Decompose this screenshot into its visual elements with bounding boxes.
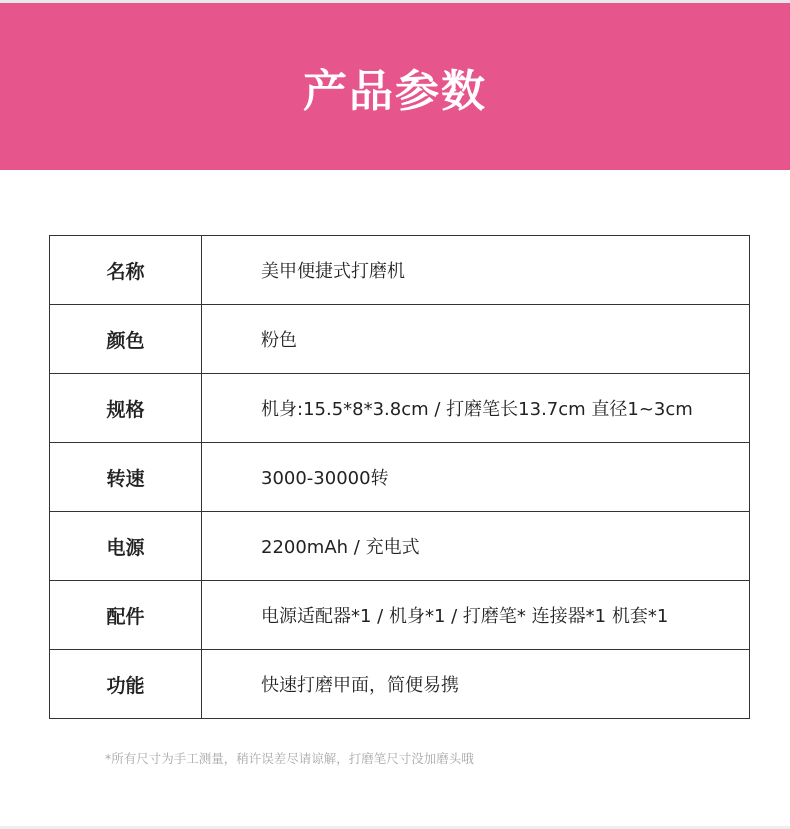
spec-row-name <box>50 236 750 305</box>
spec-row-function <box>50 650 750 719</box>
spec-row-speed <box>50 443 750 512</box>
spec-label: 转速 <box>50 443 202 512</box>
spec-row-accessories <box>50 581 750 650</box>
header-banner <box>0 3 790 170</box>
spec-value: 电源适配器*1 / 机身*1 / 打磨笔* 连接器*1 机套*1 <box>202 581 750 650</box>
spec-row-size <box>50 374 750 443</box>
spec-label: 颜色 <box>50 305 202 374</box>
spec-label: 规格 <box>50 374 202 443</box>
spec-value: 2200mAh / 充电式 <box>202 512 750 581</box>
spec-value: 机身:15.5*8*3.8cm / 打磨笔长13.7cm 直径1~3cm <box>202 374 750 443</box>
spec-row-color <box>50 305 750 374</box>
spec-table <box>49 235 750 719</box>
spec-value: 3000-30000转 <box>202 443 750 512</box>
page-title: 产品参数 <box>303 65 487 117</box>
spec-value: 美甲便捷式打磨机 <box>202 236 750 305</box>
spec-value: 粉色 <box>202 305 750 374</box>
spec-label: 功能 <box>50 650 202 719</box>
measurement-footnote: *所有尺寸为手工测量，稍许误差尽请谅解，打磨笔尺寸没加磨头哦 <box>105 751 474 766</box>
spec-label: 电源 <box>50 512 202 581</box>
spec-row-power <box>50 512 750 581</box>
spec-label: 名称 <box>50 236 202 305</box>
spec-label: 配件 <box>50 581 202 650</box>
spec-value: 快速打磨甲面，简便易携 <box>202 650 750 719</box>
